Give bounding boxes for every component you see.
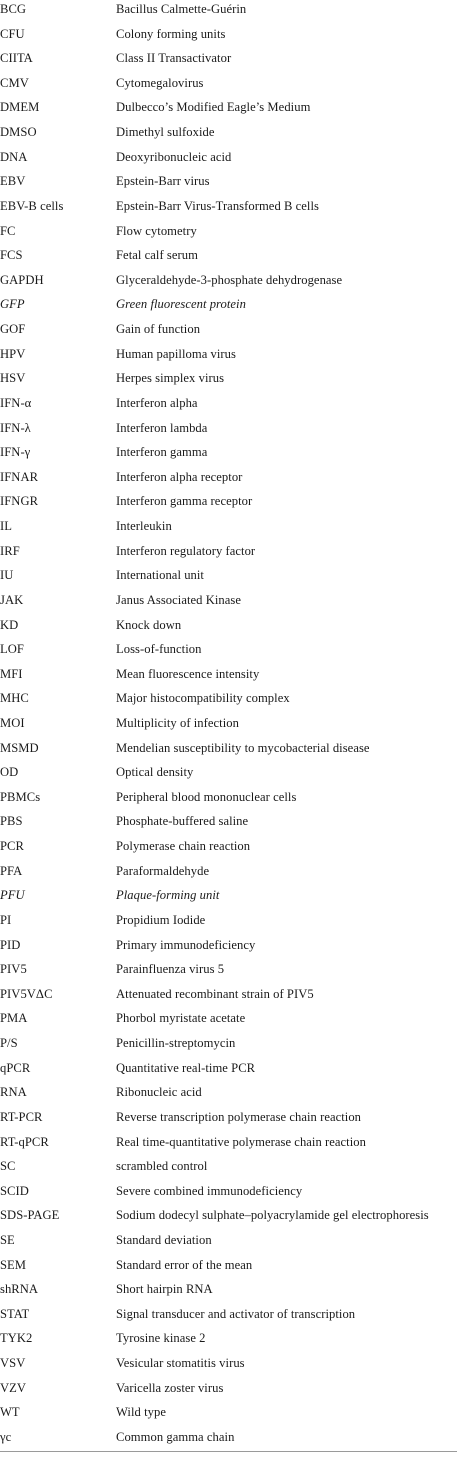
- table-row: [0, 1108, 457, 1133]
- abbreviation-cell: IFN-α: [0, 395, 32, 410]
- abbreviation-cell: IFN-γ: [0, 445, 31, 460]
- definition-cell: Real time-quantitative polymerase chain reaction: [116, 1134, 366, 1149]
- definition-cell: International unit: [116, 568, 204, 583]
- definition-cell: Vesicular stomatitis virus: [116, 1356, 245, 1371]
- definition-cell: Short hairpin RNA: [116, 1282, 213, 1297]
- abbreviation-cell: DNA: [0, 149, 28, 164]
- abbreviation-cell: BCG: [0, 2, 27, 16]
- abbreviation-cell: PFA: [0, 863, 23, 878]
- definition-cell: Loss-of-function: [116, 642, 202, 657]
- definition-cell: Mendelian susceptibility to mycobacterial disease: [116, 740, 370, 755]
- table-row: [0, 468, 457, 493]
- abbreviation-cell: SEM: [0, 1257, 27, 1272]
- table-row: [0, 271, 457, 296]
- definition-cell: Interferon regulatory factor: [116, 543, 256, 558]
- definition-cell: Colony forming units: [116, 26, 226, 41]
- definition-cell: Mean fluorescence intensity: [116, 666, 260, 681]
- abbreviation-cell: IFN-λ: [0, 420, 31, 435]
- abbreviation-cell: CMV: [0, 75, 29, 90]
- abbreviation-cell: LOF: [0, 642, 24, 657]
- definition-cell: Varicella zoster virus: [116, 1380, 224, 1395]
- abbreviation-cell: RT-qPCR: [0, 1134, 49, 1149]
- abbreviation-cell: WT: [0, 1405, 20, 1420]
- table-row: [0, 517, 457, 542]
- table-row: [0, 837, 457, 862]
- table-row: [0, 1403, 457, 1428]
- table-row: [0, 640, 457, 665]
- abbreviation-cell: IFNGR: [0, 494, 39, 509]
- abbreviation-cell: HPV: [0, 346, 26, 361]
- table-row: [0, 985, 457, 1010]
- abbreviation-cell: RNA: [0, 1085, 27, 1100]
- table-row: [0, 320, 457, 345]
- table-row: [0, 1354, 457, 1379]
- definition-cell: Interferon alpha: [116, 395, 198, 410]
- table-row: [0, 1280, 457, 1305]
- definition-cell: Green fluorescent protein: [116, 297, 246, 312]
- table-row: [0, 714, 457, 739]
- abbreviation-cell: FCS: [0, 248, 23, 263]
- table-row: [0, 0, 457, 25]
- definition-cell: Reverse transcription polymerase chain reaction: [116, 1109, 362, 1124]
- table-row: [0, 197, 457, 222]
- table-row: [0, 1182, 457, 1207]
- table-row: [0, 1059, 457, 1084]
- definition-cell: Interferon gamma receptor: [116, 494, 253, 509]
- table-row: [0, 369, 457, 394]
- abbreviation-cell: STAT: [0, 1306, 30, 1321]
- definition-cell: Bacillus Calmette-Guérin: [116, 2, 247, 16]
- definition-cell: Propidium Iodide: [116, 912, 206, 927]
- abbreviation-cell: IFNAR: [0, 469, 39, 484]
- abbreviation-cell: GFP: [0, 297, 25, 312]
- table-row: [0, 616, 457, 641]
- definition-cell: Knock down: [116, 617, 182, 632]
- definition-cell: Gain of function: [116, 322, 201, 337]
- definition-cell: Epstein-Barr Virus-Transformed B cells: [116, 198, 319, 213]
- abbreviation-cell: VZV: [0, 1380, 27, 1395]
- abbreviation-cell: CFU: [0, 26, 25, 41]
- abbreviation-cell: DMEM: [0, 100, 40, 115]
- table-row: [0, 1305, 457, 1330]
- table-row: [0, 222, 457, 247]
- table-row: [0, 246, 457, 271]
- definition-cell: Fetal calf serum: [116, 248, 198, 263]
- abbreviation-cell: GAPDH: [0, 272, 44, 287]
- table-row: [0, 862, 457, 887]
- table-row: [0, 1206, 457, 1231]
- definition-cell: Standard deviation: [116, 1233, 212, 1247]
- abbreviation-cell: SE: [0, 1233, 15, 1247]
- table-row: [0, 1009, 457, 1034]
- abbreviation-cell: PBS: [0, 814, 23, 829]
- definition-cell: Flow cytometry: [116, 223, 197, 238]
- abbreviation-cell: PBMCs: [0, 789, 41, 804]
- abbreviation-cell: γc: [0, 1429, 12, 1444]
- table-row: [0, 936, 457, 961]
- definition-cell: Common gamma chain: [116, 1429, 235, 1444]
- definition-cell: Herpes simplex virus: [116, 371, 225, 386]
- table-row: [0, 566, 457, 591]
- table-row: [0, 689, 457, 714]
- definition-cell: Parainfluenza virus 5: [116, 962, 225, 977]
- abbreviation-cell: IL: [0, 519, 12, 534]
- definition-cell: Ribonucleic acid: [116, 1085, 202, 1100]
- abbreviation-cell: PCR: [0, 839, 24, 854]
- abbreviation-cell: P/S: [0, 1036, 18, 1051]
- table-row: [0, 1256, 457, 1281]
- table-row: [0, 812, 457, 837]
- table-row: [0, 123, 457, 148]
- table-row: [0, 394, 457, 419]
- abbreviation-cell: EBV: [0, 174, 26, 189]
- definition-cell: Phorbol myristate acetate: [116, 1011, 246, 1026]
- table-row: [0, 1428, 457, 1453]
- abbreviation-cell: MHC: [0, 691, 29, 706]
- definition-cell: Standard error of the mean: [116, 1257, 253, 1272]
- abbreviation-cell: CIITA: [0, 51, 33, 66]
- table-row: [0, 419, 457, 444]
- definition-cell: Severe combined immunodeficiency: [116, 1183, 303, 1198]
- definition-cell: Major histocompatibility complex: [116, 691, 290, 706]
- table-row: [0, 1083, 457, 1108]
- definition-cell: Plaque-forming unit: [116, 888, 220, 903]
- definition-cell: Epstein-Barr virus: [116, 174, 210, 189]
- table-row: [0, 98, 457, 123]
- table-row: [0, 443, 457, 468]
- table-row: [0, 788, 457, 813]
- table-row: [0, 886, 457, 911]
- definition-cell: Paraformaldehyde: [116, 863, 210, 878]
- table-row: [0, 25, 457, 50]
- abbreviation-cell: JAK: [0, 592, 24, 607]
- definition-cell: Peripheral blood mononuclear cells: [116, 789, 297, 804]
- abbreviation-cell: KD: [0, 617, 19, 632]
- abbreviation-cell: FC: [0, 223, 16, 238]
- definition-cell: Tyrosine kinase 2: [116, 1331, 206, 1346]
- abbreviation-cell: VSV: [0, 1356, 26, 1371]
- table-row: [0, 172, 457, 197]
- definition-cell: Phosphate-buffered saline: [116, 814, 249, 829]
- definition-cell: Interleukin: [116, 519, 172, 534]
- abbreviation-cell: EBV-B cells: [0, 198, 64, 213]
- abbreviation-cell: MFI: [0, 666, 23, 681]
- definition-cell: Class II Transactivator: [116, 51, 232, 66]
- table-row: [0, 345, 457, 370]
- abbreviation-cell: MOI: [0, 715, 25, 730]
- definition-cell: Human papilloma virus: [116, 346, 236, 361]
- abbreviation-cell: SCID: [0, 1183, 29, 1198]
- table-row: [0, 665, 457, 690]
- table-row: [0, 591, 457, 616]
- definition-cell: Optical density: [116, 765, 194, 780]
- table-row: [0, 1034, 457, 1059]
- table-row: [0, 960, 457, 985]
- definition-cell: Signal transducer and activator of transcription: [116, 1306, 356, 1321]
- table-row: [0, 739, 457, 764]
- abbreviation-cell: MSMD: [0, 740, 39, 755]
- abbreviation-cell: IU: [0, 568, 14, 583]
- definition-cell: Polymerase chain reaction: [116, 839, 251, 854]
- abbreviation-cell: PIV5: [0, 962, 27, 977]
- definition-cell: Wild type: [116, 1405, 166, 1420]
- definition-cell: Attenuated recombinant strain of PIV5: [116, 986, 314, 1001]
- definition-cell: Janus Associated Kinase: [116, 592, 241, 607]
- table-row: [0, 542, 457, 567]
- table-row: [0, 49, 457, 74]
- abbreviation-cell: qPCR: [0, 1060, 31, 1075]
- table-row: [0, 1133, 457, 1158]
- definition-cell: Primary immunodeficiency: [116, 937, 256, 952]
- definition-cell: Sodium dodecyl sulphate–polyacrylamide gel electrophoresis: [116, 1208, 429, 1223]
- table-row: [0, 1231, 457, 1256]
- abbreviation-cell: SDS-PAGE: [0, 1208, 60, 1223]
- abbreviation-cell: IRF: [0, 543, 20, 558]
- abbreviation-cell: PFU: [0, 888, 25, 903]
- definition-cell: Multiplicity of infection: [116, 715, 239, 730]
- abbreviation-cell: shRNA: [0, 1282, 39, 1297]
- table-row: [0, 74, 457, 99]
- definition-cell: Interferon alpha receptor: [116, 469, 243, 484]
- abbreviation-cell: HSV: [0, 371, 26, 386]
- abbreviation-cell: PI: [0, 912, 12, 927]
- definition-cell: scrambled control: [116, 1159, 208, 1174]
- definition-cell: Deoxyribonucleic acid: [116, 149, 232, 164]
- abbreviation-cell: DMSO: [0, 125, 37, 140]
- abbreviation-cell: TYK2: [0, 1331, 33, 1346]
- definition-cell: Interferon gamma: [116, 445, 208, 460]
- table-row: [0, 148, 457, 173]
- table-bottom-rule: [0, 1451, 457, 1452]
- abbreviation-cell: GOF: [0, 322, 26, 337]
- definition-cell: Quantitative real-time PCR: [116, 1060, 256, 1075]
- table-row: [0, 1157, 457, 1182]
- definition-cell: Dulbecco’s Modified Eagle’s Medium: [116, 100, 311, 115]
- abbreviation-cell: RT-PCR: [0, 1109, 43, 1124]
- table-row: [0, 1379, 457, 1404]
- table-row: [0, 492, 457, 517]
- abbreviation-cell: PMA: [0, 1011, 28, 1026]
- definition-cell: Interferon lambda: [116, 420, 208, 435]
- abbreviation-cell: OD: [0, 765, 19, 780]
- definition-cell: Glyceraldehyde-3-phosphate dehydrogenase: [116, 272, 343, 287]
- definition-cell: Cytomegalovirus: [116, 75, 204, 90]
- abbreviation-cell: SC: [0, 1159, 16, 1174]
- abbreviation-cell: PID: [0, 937, 21, 952]
- table-row: [0, 911, 457, 936]
- table-row: [0, 295, 457, 320]
- definition-cell: Dimethyl sulfoxide: [116, 125, 215, 140]
- table-row: [0, 1329, 457, 1354]
- abbreviation-cell: PIV5VΔC: [0, 986, 53, 1001]
- definition-cell: Penicillin-streptomycin: [116, 1036, 236, 1051]
- table-row: [0, 763, 457, 788]
